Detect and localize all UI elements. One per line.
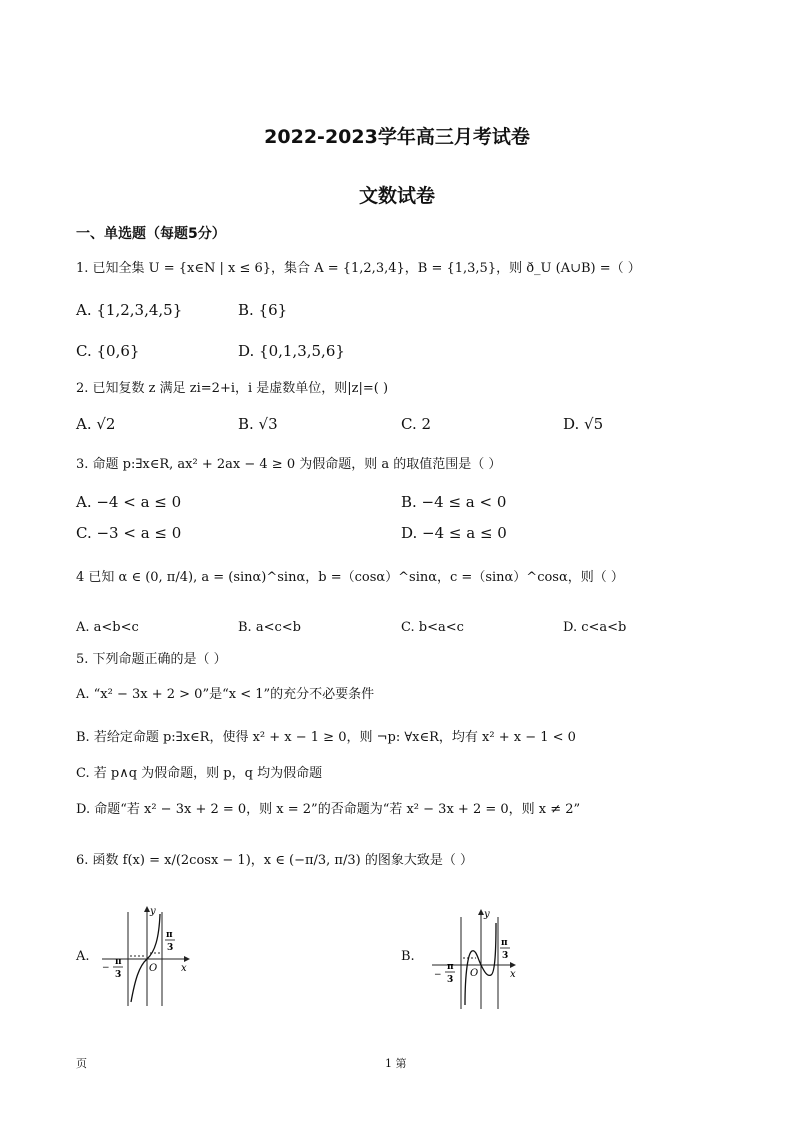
graph-b-den-left: 3 — [447, 975, 454, 985]
question-1-option-b: B. {6} — [238, 301, 288, 319]
question-6-option-b: B. — [401, 949, 415, 964]
question-1-option-d: D. {0,1,3,5,6} — [238, 342, 345, 360]
question-3-option-d: D. −4 ≤ a ≤ 0 — [401, 524, 507, 542]
graph-b — [430, 903, 525, 1013]
graph-a — [100, 900, 195, 1010]
footer-page-number: 1 第 — [385, 1057, 407, 1070]
question-4-option-b: B. a<c<b — [238, 620, 301, 635]
question-3-option-a: A. −4 < a ≤ 0 — [76, 493, 182, 511]
page-subtitle: 文数试卷 — [358, 185, 435, 207]
graph-b-minus-left: − — [434, 970, 442, 980]
graph-b-y-label: y — [484, 909, 490, 920]
question-6-option-a: A. — [76, 949, 90, 964]
graph-b-pi-left: π — [447, 962, 454, 972]
question-4-option-a: A. a<b<c — [76, 620, 139, 635]
question-4-stem: 4 已知 α ∈ (0, π/4), a = (sinα)^sinα，b =（cosα）^sinα，c =（sinα）^cosα，则（ ） — [76, 570, 624, 585]
question-5-option-c: C. 若 p∧q 为假命题，则 p，q 均为假命题 — [76, 766, 323, 781]
question-2-option-a: A. √2 — [76, 415, 116, 433]
question-1-option-c: C. {0,6} — [76, 342, 140, 360]
question-5-option-b: B. 若给定命题 p:∃x∈R，使得 x² + x − 1 ≥ 0，则 ¬p: ∀x∈R，均有 x² + x − 1 < 0 — [76, 730, 576, 745]
graph-a-pi-left: π — [115, 957, 122, 967]
graph-a-origin-label: O — [149, 963, 158, 974]
graph-a-den-left: 3 — [115, 970, 122, 980]
graph-b-den-right: 3 — [502, 951, 509, 961]
question-3-stem: 3. 命题 p:∃x∈R, ax² + 2ax − 4 ≥ 0 为假命题，则 a 的取值范围是（ ） — [76, 457, 502, 472]
graph-a-minus-left: − — [102, 963, 110, 973]
question-1-option-a: A. {1,2,3,4,5} — [76, 301, 183, 319]
page-title: 2022-2023学年高三月考试卷 — [264, 126, 530, 148]
question-2-stem: 2. 已知复数 z 满足 zi=2+i，i 是虚数单位，则|z|=( ) — [76, 381, 389, 396]
question-1-stem: 1. 已知全集 U = {x∈N | x ≤ 6}，集合 A = {1,2,3,4}，B = {1,3,5}，则 ð_U (A∪B) =（ ） — [76, 261, 641, 276]
question-3-option-b: B. −4 ≤ a < 0 — [401, 493, 507, 511]
graph-b-x-label: x — [510, 969, 516, 980]
graph-b-origin-label: O — [470, 968, 479, 979]
question-6-stem: 6. 函数 f(x) = x/(2cosx − 1)，x ∈ (−π/3, π/3) 的图象大致是（ ） — [76, 853, 473, 868]
question-2-option-c: C. 2 — [401, 415, 432, 433]
graph-b-x-arrow — [510, 962, 516, 968]
graph-a-den-right: 3 — [167, 943, 174, 953]
graph-b-pi-right: π — [501, 938, 508, 948]
section-heading: 一、单选题（每题5分） — [76, 226, 226, 242]
question-2-option-b: B. √3 — [238, 415, 278, 433]
graph-a-x-arrow — [184, 956, 190, 962]
graph-a-y-label: y — [150, 906, 156, 917]
graph-a-curve — [131, 914, 160, 1002]
question-4-option-d: D. c<a<b — [563, 620, 627, 635]
graph-a-x-label: x — [181, 963, 187, 974]
question-3-option-c: C. −3 < a ≤ 0 — [76, 524, 182, 542]
question-4-option-c: C. b<a<c — [401, 620, 464, 635]
footer-left: 页 — [76, 1057, 87, 1070]
question-5-stem: 5. 下列命题正确的是（ ） — [76, 652, 227, 667]
question-5-option-d: D. 命题“若 x² − 3x + 2 = 0，则 x = 2”的否命题为“若 x² − 3x + 2 = 0，则 x ≠ 2” — [76, 802, 581, 817]
graph-a-pi-right: π — [166, 930, 173, 940]
question-5-option-a: A. “x² − 3x + 2 > 0”是“x < 1”的充分不必要条件 — [76, 687, 375, 702]
question-2-option-d: D. √5 — [563, 415, 604, 433]
